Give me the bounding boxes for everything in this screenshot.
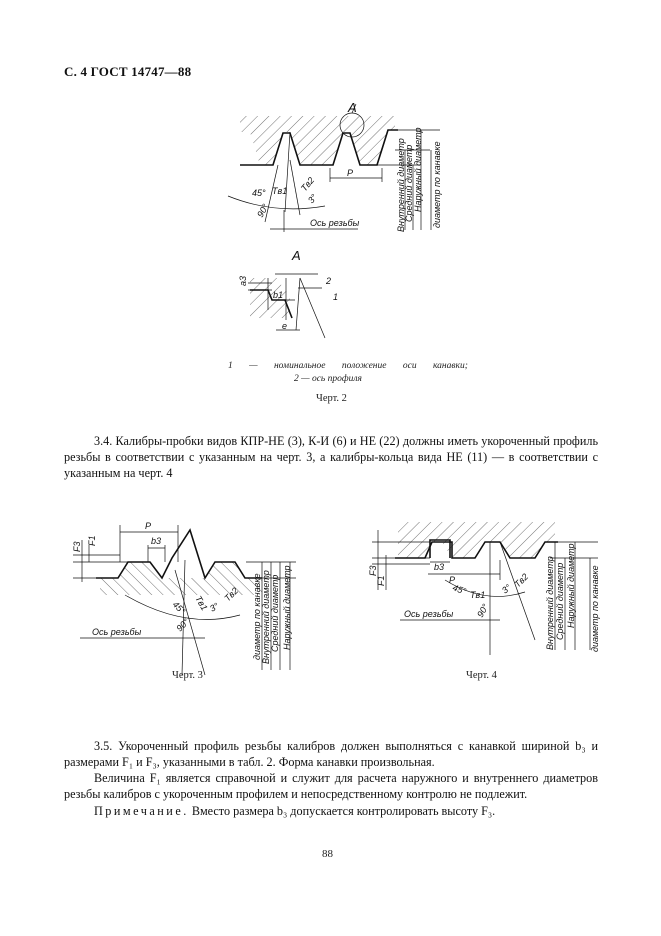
fig4-label-f3: F3 <box>368 565 378 576</box>
fig3-label-f3: F3 <box>72 541 82 552</box>
fig4-label-tb2: Tв2 <box>512 571 531 590</box>
fig2-label-a-detail: A <box>292 248 301 263</box>
fig2-diam-inner: Внутренний диаметр <box>396 138 406 232</box>
fig2-detail-b1: b1 <box>273 290 284 300</box>
fig3-label-b3: b3 <box>151 536 162 546</box>
fig2-label-tb2: Tв2 <box>298 175 317 194</box>
fig3-angle-3: 3° <box>208 600 221 614</box>
fig2-detail-2: 2 <box>326 276 332 286</box>
section-3-5-line2: Величина F₁ является справочной и служит для расчета наружного и внутреннего диаметров резьбы калибров с укороченным профилем и непосредственному контролю не подлежит. <box>64 771 598 801</box>
fig3-diam-inner: Внутренний диаметр <box>261 570 271 664</box>
fig2-diam-groove: диаметр по канавке <box>432 141 442 228</box>
fig2-detail-1: 1 <box>333 292 339 302</box>
note-label: Примечание. <box>94 804 189 818</box>
figure-4-drawing <box>0 500 661 700</box>
fig3-axis-label: Ось резьбы <box>92 627 142 637</box>
fig4-label-p: P <box>449 575 456 585</box>
fig2-label-p: P <box>347 168 354 178</box>
fig4-axis-label: Ось резьбы <box>404 609 454 619</box>
fig3-label-p: P <box>145 521 152 531</box>
fig4-diam-mid: Средний диаметр <box>555 562 565 640</box>
fig3-diam-outer: Наружный диаметр <box>282 565 292 650</box>
fig3-angle-90: 90° <box>174 616 192 634</box>
fig4-label-tb1: Tв1 <box>470 590 486 600</box>
fig2-legend-line1: 1 — номинальное положение оси канавки; <box>228 361 468 371</box>
fig3-label-f1: F1 <box>87 535 97 546</box>
fig4-angle-3: 3° <box>499 582 513 596</box>
fig3-label-tb1: Tв1 <box>193 594 210 613</box>
fig4-diam-groove: диаметр по канавке <box>590 565 600 652</box>
fig4-diam-outer: Наружный диаметр <box>566 543 576 628</box>
fig2-label-a-top: A <box>348 100 357 115</box>
note <box>64 803 598 819</box>
section-3-5-line1: 3.5. Укороченный профиль резьбы калибров должен выполняться с канавкой шириной b₃ и размерами F₁ и F₃, указанными в табл. 2. Форма канавки произвольная. <box>64 739 598 769</box>
fig2-label-tb1: Tв1 <box>272 186 288 196</box>
section-3-4-text: 3.4. Калибры-пробки видов КПР-НЕ (3), К-И (6) и НЕ (22) должны иметь укороченный профиль резьбы в соответствии с указанным на черт. 3, а калибры-кольца вида НЕ (11) — в соответствии с указанным на черт. 4 <box>64 434 598 480</box>
page-number: 88 <box>322 848 333 860</box>
page-header: С. 4 ГОСТ 14747—88 <box>64 64 192 79</box>
fig2-legend-line2: 2 — ось профиля <box>294 374 362 384</box>
fig2-caption: Черт. 2 <box>316 393 347 404</box>
fig4-label-b3: b3 <box>434 562 445 572</box>
fig4-angle-90: 90° <box>475 602 491 619</box>
fig2-axis-label: Ось резьбы <box>310 218 360 228</box>
fig4-label-f1: F1 <box>376 575 386 586</box>
fig3-angle-45: 45° <box>170 599 188 617</box>
fig2-diam-mid: Средний диаметр <box>404 144 414 222</box>
figure-2-drawing <box>0 0 661 330</box>
fig4-caption: Черт. 4 <box>466 670 497 681</box>
fig2-angle-90: 90° <box>255 202 271 219</box>
section-3-4 <box>64 433 598 481</box>
fig2-diam-outer: Наружный диаметр <box>413 127 423 212</box>
fig2-angle-45: 45° <box>252 188 266 198</box>
note-text: Вместо размера b₃ допускается контролировать высоту F₃. <box>188 804 496 818</box>
fig2-detail-e: e <box>282 321 288 331</box>
fig4-diam-inner: Внутренний диаметр <box>545 556 555 650</box>
fig4-angle-45: 45° <box>451 582 468 597</box>
fig2-detail-a3: a3 <box>238 275 248 286</box>
fig3-caption: Черт. 3 <box>172 670 203 681</box>
fig3-diam-mid: Средний диаметр <box>270 574 280 652</box>
fig3-diam-groove: диаметр по канавке <box>252 573 262 660</box>
section-3-5 <box>64 738 598 802</box>
fig2-angle-3: 3° <box>305 192 320 206</box>
fig3-label-tb2: Tв2 <box>222 585 241 604</box>
